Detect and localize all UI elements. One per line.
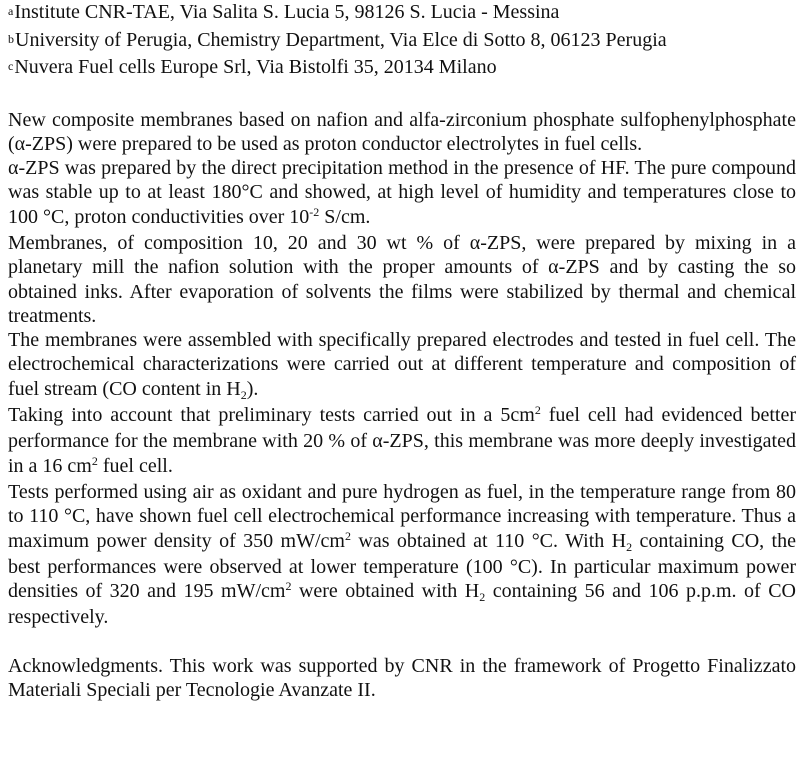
abstract-paragraph	[8, 231, 796, 328]
document-page	[8, 0, 796, 722]
subscript: 2	[626, 539, 633, 554]
subscript: 2	[240, 387, 247, 402]
affiliation-c	[8, 55, 796, 83]
superscript: 2	[344, 528, 351, 543]
affiliation-a	[8, 0, 796, 28]
abstract-paragraph	[8, 108, 796, 157]
paragraph-text: was obtained at 110 °C. With H	[350, 529, 627, 552]
abstract	[8, 108, 796, 630]
paragraph-text: ).	[246, 377, 259, 400]
paragraph-text: Tests performed using air as oxidant and pure hydrogen as fuel, in the temperature range from 80 to 110 °C, have shown fuel cell electrochemical performance increasing with temperature. Thus a maximum power density of 350 mW/cm	[8, 480, 796, 552]
paragraph-text: containing CO, the best performances were observed at lower temperature (100 °C). In particular maximum power densities of 320 and 195 mW/cm	[8, 529, 796, 603]
abstract-paragraph	[8, 480, 796, 630]
abstract-paragraph	[8, 328, 796, 403]
paragraph-text: fuel cell.	[97, 454, 173, 477]
affiliation-text: University of Perugia, Chemistry Department, Via Elce di Sotto 8, 06123 Perugia	[15, 28, 667, 51]
abstract-paragraph	[8, 403, 796, 480]
paragraph-text: Membranes, of composition 10, 20 and 30 wt % of α-ZPS, were prepared by mixing in a planetary mill the nafion solution with the proper amounts of α-ZPS and by casting the so obtained inks. After evaporation of solvents the films were stabilized by thermal and chemical treatments.	[8, 231, 796, 327]
paragraph-text: S/cm.	[319, 205, 371, 228]
paragraph-text: were obtained with H	[291, 580, 480, 603]
abstract-paragraph	[8, 156, 796, 231]
affiliations	[8, 0, 796, 83]
acknowledgments: Acknowledgments. This work was supported by CNR in the framework of Progetto Finalizzato Materiali Speciali per Tecnologie Avanzate II.	[8, 654, 796, 702]
paragraph-text: fuel cell had evidenced better performance for the membrane with 20 % of α-ZPS, this membrane was more deeply investigated in a 16 cm	[8, 404, 796, 477]
affiliation-b	[8, 28, 796, 56]
affiliation-text: Institute CNR-TAE, Via Salita S. Lucia 5, 98126 S. Lucia - Messina	[14, 1, 560, 23]
subscript: 2	[479, 590, 486, 605]
affiliation-text: Nuvera Fuel cells Europe Srl, Via Bistolfi 35, 20134 Milano	[14, 56, 497, 78]
superscript: 2	[91, 453, 98, 468]
affiliation-mark: a	[8, 4, 14, 18]
superscript: -2	[309, 204, 320, 219]
superscript: 2	[534, 403, 541, 418]
affiliation-mark: c	[8, 59, 14, 73]
paragraph-text: The membranes were assembled with specifically prepared electrodes and tested in fuel cell. The electrochemical characterizations were carried out at different temperature and composition of fuel stream (CO content in H	[8, 329, 796, 400]
paragraph-text: New composite membranes based on nafion and alfa-zirconium phosphate sulfophenylphosphate (α-ZPS) were prepared to be used as proton conductor electrolytes in fuel cells.	[8, 108, 796, 155]
paragraph-text: containing 56 and 106 p.p.m. of CO respectively.	[8, 580, 796, 629]
affiliation-mark: b	[8, 31, 14, 46]
superscript: 2	[285, 579, 292, 594]
paragraph-text: α-ZPS was prepared by the direct precipitation method in the presence of HF. The pure compound was stable up to at least 180°C and showed, at high level of humidity and temperatures close to 100 °C, proton conductivities over 10	[8, 157, 796, 228]
paragraph-text: Taking into account that preliminary tests carried out in a 5cm	[8, 404, 535, 427]
